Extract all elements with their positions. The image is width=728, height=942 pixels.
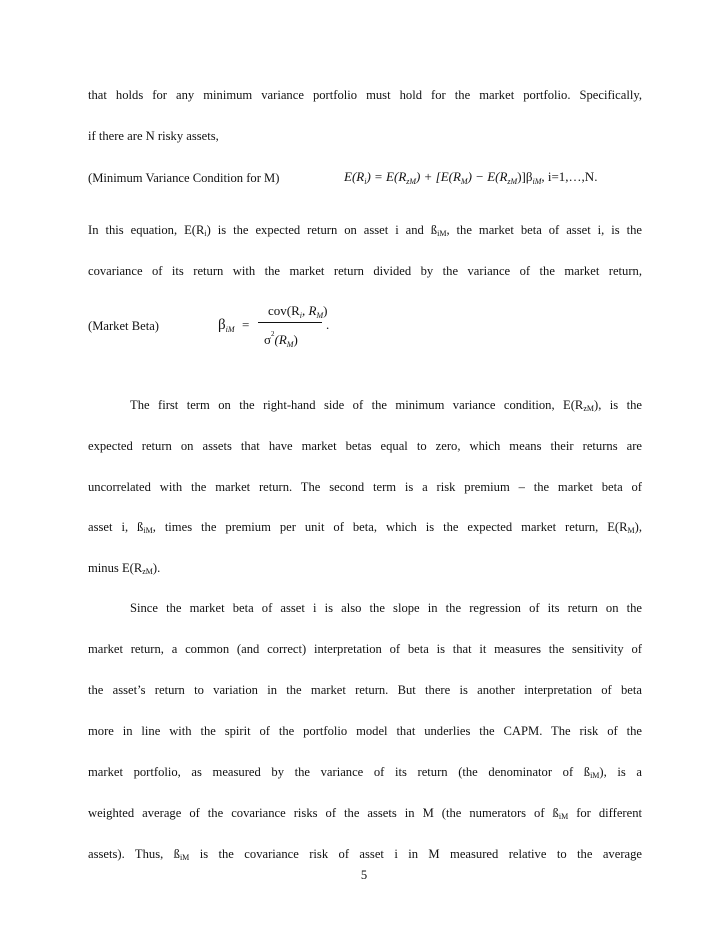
beta-glyph: β: [218, 317, 226, 333]
mvc-part-4: ) − E(R: [467, 169, 508, 184]
p1d-sub-im: iM: [143, 526, 153, 535]
para2-line-4: more in line with the spirit of the portfolio model that underlies the CAPM. The risk of the: [88, 724, 642, 738]
beta-num-sub-i: i: [299, 311, 303, 320]
p1d2: , times the premium per unit of beta, which is the expected market return, E(R: [152, 520, 628, 534]
beta-num-cov: cov(R: [268, 303, 300, 318]
beta-sub-im: iM: [225, 325, 235, 334]
p2f1: weighted average of the covariance risks of the assets in M (the numerators of ß: [88, 806, 559, 820]
mvc-part-3: ) + [E(R: [416, 169, 461, 184]
beta-den-sub-m: M: [286, 340, 294, 349]
beta-den-close: ): [293, 332, 298, 347]
beta-sigma: σ: [264, 332, 272, 347]
para1-line-2: expected return on assets that have market betas equal to zero, which means their returns are: [88, 439, 642, 453]
p2g1: assets). Thus, ß: [88, 847, 180, 861]
p1d3: ),: [634, 520, 642, 534]
mvc-part-1: E(R: [344, 169, 365, 184]
beta-den-r: (R: [274, 332, 287, 347]
para2-line-6: [88, 805, 642, 821]
beta-num-sep: , R: [302, 303, 317, 318]
text-line-2: if there are N risky assets,: [88, 129, 219, 143]
p2e-sub: iM: [590, 771, 600, 780]
p1e1: minus E(R: [88, 561, 143, 575]
para1-line-4: [88, 519, 642, 535]
l3-sub-i: i: [204, 229, 207, 238]
p1d-sub-m: M: [627, 526, 635, 535]
p1a: The first term on the right-hand side of the minimum variance condition, E(R: [130, 398, 584, 412]
l3-c: , the market beta of asset i, is the: [446, 223, 643, 237]
p2e1: market portfolio, as measured by the variance of its return (the denominator of ß: [88, 765, 591, 779]
l3-a: In this equation, E(R: [88, 223, 205, 237]
p2f-sub: iM: [558, 812, 569, 821]
beta-equals: =: [242, 317, 250, 332]
mvc-label: (Minimum Variance Condition for M): [88, 171, 280, 185]
para1-line-1: [130, 397, 642, 413]
sub-zm: zM: [406, 177, 417, 186]
sub-zm-2: zM: [507, 177, 518, 186]
mvc-tail: , i=1,…,N.: [541, 169, 598, 184]
p2f2: for different: [568, 806, 643, 820]
p1e-sub: zM: [142, 567, 153, 576]
beta-label: (Market Beta): [88, 319, 159, 333]
p2g-sub: iM: [179, 853, 190, 862]
p2e2: ), is a: [599, 765, 642, 779]
para1-line-3: uncorrelated with the market return. The second term is a risk premium – the market beta of: [88, 480, 642, 494]
p2g2: is the covariance risk of asset i in M measured relative to the average: [189, 847, 642, 861]
para1-line-5: [88, 560, 642, 576]
beta-numerator: [268, 303, 327, 324]
p1e2: ).: [152, 561, 161, 575]
text-line-1: that holds for any minimum variance portfolio must hold for the market portfolio. Specifically,: [88, 88, 642, 102]
beta-num-close: ): [323, 303, 328, 318]
mvc-equation: [344, 169, 597, 190]
beta-pow: 2: [271, 330, 275, 338]
beta-period: .: [326, 317, 330, 332]
beta-denominator: [264, 326, 298, 353]
l3-sub-im: iM: [437, 229, 447, 238]
para2-line-3: the asset’s return to variation in the market return. But there is another interpretation of beta: [88, 683, 642, 697]
sub-i: i: [364, 177, 367, 186]
p1d1: asset i, ß: [88, 520, 144, 534]
p1a-sub: zM: [583, 404, 594, 413]
beta-num-sub-m: M: [316, 311, 324, 320]
page-number: 5: [360, 868, 368, 882]
p1a2: ), is the: [594, 398, 642, 412]
mvc-part-5: )]β: [517, 169, 533, 184]
para2-line-5: [88, 764, 642, 780]
mvc-part-2: ) = E(R: [366, 169, 407, 184]
l3-b: ) is the expected return on asset i and ß: [206, 223, 438, 237]
para2-line-2: market return, a common (and correct) interpretation of beta is that it measures the sensitivity of: [88, 642, 642, 656]
sub-m: M: [460, 177, 468, 186]
para2-line-1: Since the market beta of asset i is also the slope in the regression of its return on the: [130, 601, 642, 615]
beta-symbol: [218, 317, 235, 338]
text-line-3: [88, 222, 642, 238]
para2-line-7: [88, 846, 642, 862]
fraction-bar: [258, 322, 322, 323]
sub-im: iM: [532, 177, 542, 186]
text-line-4: covariance of its return with the market return divided by the variance of the market return,: [88, 264, 642, 278]
